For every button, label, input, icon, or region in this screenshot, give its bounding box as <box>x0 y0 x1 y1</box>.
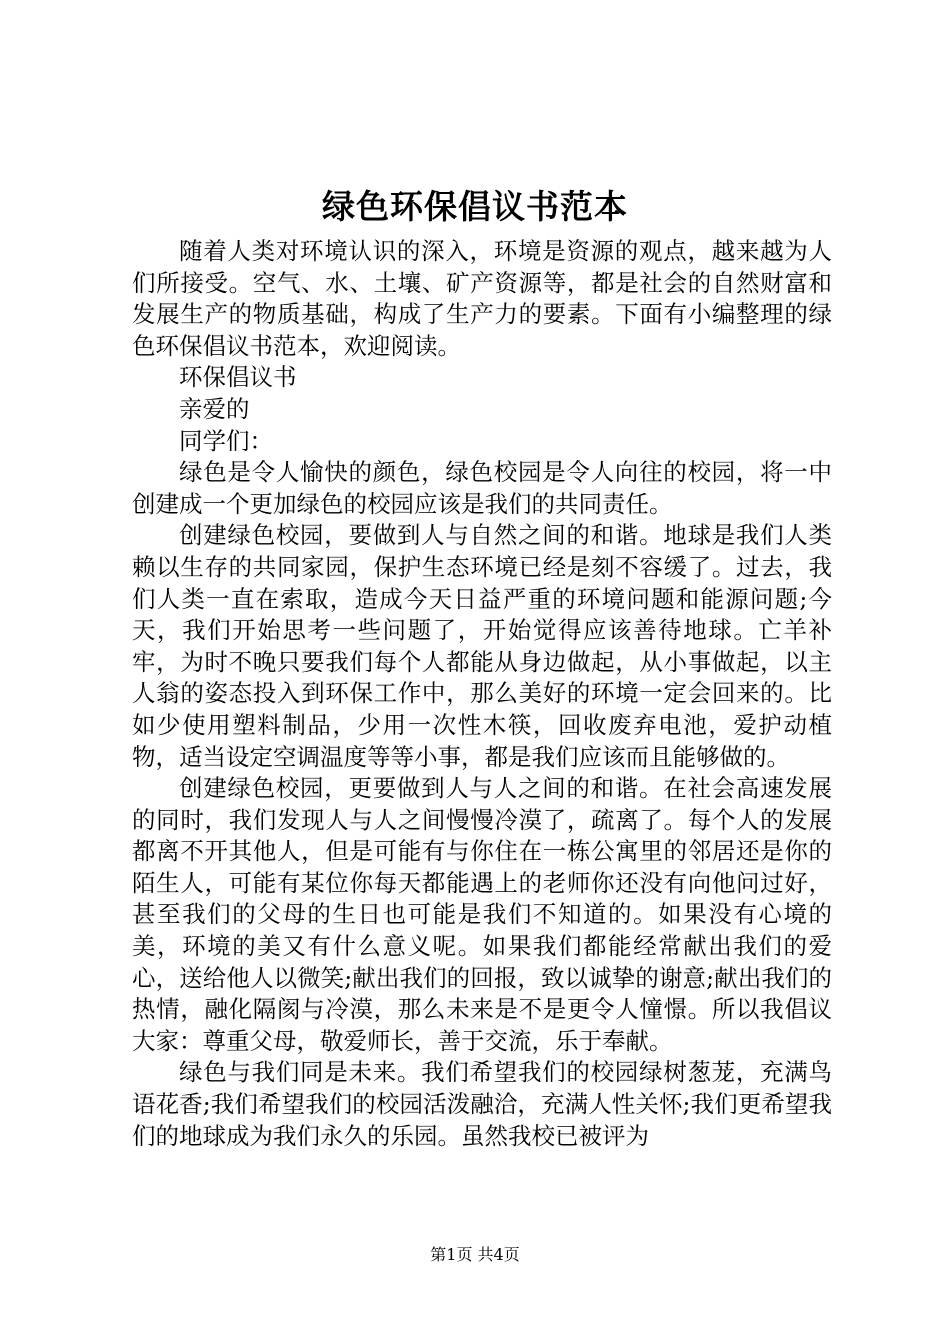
salutation-line-1: 亲爱的 <box>179 394 250 423</box>
body-paragraph: 创建绿色校园，更要做到人与人之间的和谐。在社会高速发展的同时，我们发现人与人之间慢慢冷漠了，疏离了。每个人的发展都离不开其他人，但是可能有与你住在一栋公寓里的邻居还是你的陌生人，可能有某位你每天都能遇上的老师你还没有向他问过好，甚至我们的父母的生日也可能是我们不知道的。如果没有心境的美，环境的美又有什么意义呢。如果我们都能经常献出我们的爱心，送给他人以微笑;献出我们的回报，致以诚挚的谢意;献出我们的热情，融化隔阂与冷漠，那么未来是不是更令人憧憬。所以我倡议大家：尊重父母，敬爱师长，善于交流，乐于奉献。 <box>132 774 832 1055</box>
body-paragraph: 绿色与我们同是未来。我们希望我们的校园绿树葱茏，充满鸟语花香;我们希望我们的校园活泼融洽，充满人性关怀;我们更希望我们的地球成为我们永久的乐园。虽然我校已被评为 <box>132 1058 832 1150</box>
page-footer: 第1页 共4页 <box>430 1245 520 1264</box>
document-title: 绿色环保倡议书范本 <box>322 187 628 226</box>
body-paragraph: 创建绿色校园，要做到人与自然之间的和谐。地球是我们人类赖以生存的共同家园，保护生态环境已经是刻不容缓了。过去，我们人类一直在索取，造成今天日益严重的环境问题和能源问题;今天，我们开始思考一些问题了，开始觉得应该善待地球。亡羊补牢，为时不晚只要我们每个人都能从身边做起，从小事做起，以主人翁的姿态投入到环保工作中，那么美好的环境一定会回来的。比如少使用塑料制品，少用一次性木筷，回收废弃电池，爱护动植物，适当设定空调温度等等小事，都是我们应该而且能够做的。 <box>132 521 832 771</box>
letter-heading: 环保倡议书 <box>179 363 297 392</box>
body-paragraph: 绿色是令人愉快的颜色，绿色校园是令人向往的校园，将一中创建成一个更加绿色的校园应该是我们的共同责任。 <box>132 458 832 518</box>
intro-paragraph: 随着人类对环境认识的深入，环境是资源的观点，越来越为人们所接受。空气、水、土壤、矿产资源等，都是社会的自然财富和发展生产的物质基础，构成了生产力的要素。下面有小编整理的绿色环保倡议书范本，欢迎阅读。 <box>132 237 832 360</box>
salutation-line-2: 同学们： <box>179 426 273 455</box>
document-body <box>132 236 832 1152</box>
